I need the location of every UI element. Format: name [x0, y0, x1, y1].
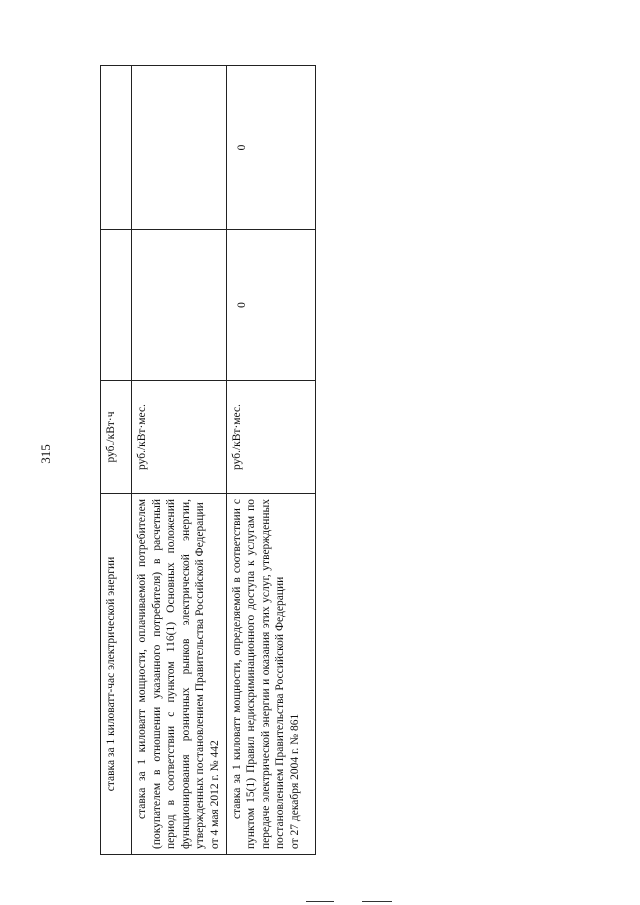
page-number: 315 — [38, 444, 53, 464]
table-cell-value-1 — [132, 230, 227, 381]
table-cell-description — [226, 494, 315, 855]
scan-mark — [306, 901, 334, 902]
table-cell-value-2 — [132, 66, 227, 230]
description-text: ставка за 1 киловатт мощности, определяемой в соответствии с пунктом 15(1) Правил недискриминационного доступа к услугам по передаче электрической энергии и оказания этих услуг, утвержденных постановлением Правительства Российской Федерации — [230, 499, 287, 849]
table-cell-value-1: 0 — [226, 230, 315, 381]
table-cell-value-2 — [101, 66, 132, 230]
tariff-table — [100, 65, 316, 855]
table-cell-description: ставка за 1 киловатт-час электрической энергии — [101, 494, 132, 855]
table-row — [101, 66, 132, 855]
description-date: от 4 мая 2012 г. № 442 — [208, 740, 221, 849]
table-cell-unit: руб./кВт·мес. — [226, 381, 315, 494]
description-text: ставка за 1 киловатт мощности, оплачиваемой потребителем (покупателем в отношении указанного потребителя) в расчетный период в соответствии с пунктом 116(1) Основных положений функционирования розничных рынков электрической энергии, утвержденных постановлением Правительства Российской Федерации — [136, 499, 207, 849]
scan-mark — [362, 901, 392, 902]
description-date: от 27 декабря 2004 г. № 861 — [288, 713, 301, 849]
table-row — [132, 66, 227, 855]
table-row — [226, 66, 315, 855]
table-cell-unit: руб./кВт·мес. — [132, 381, 227, 494]
rotated-table-container — [100, 110, 301, 855]
table-cell-description — [132, 494, 227, 855]
table-cell-value-2: 0 — [226, 66, 315, 230]
table-cell-unit: руб./кВт·ч — [101, 381, 132, 494]
table-cell-value-1 — [101, 230, 132, 381]
